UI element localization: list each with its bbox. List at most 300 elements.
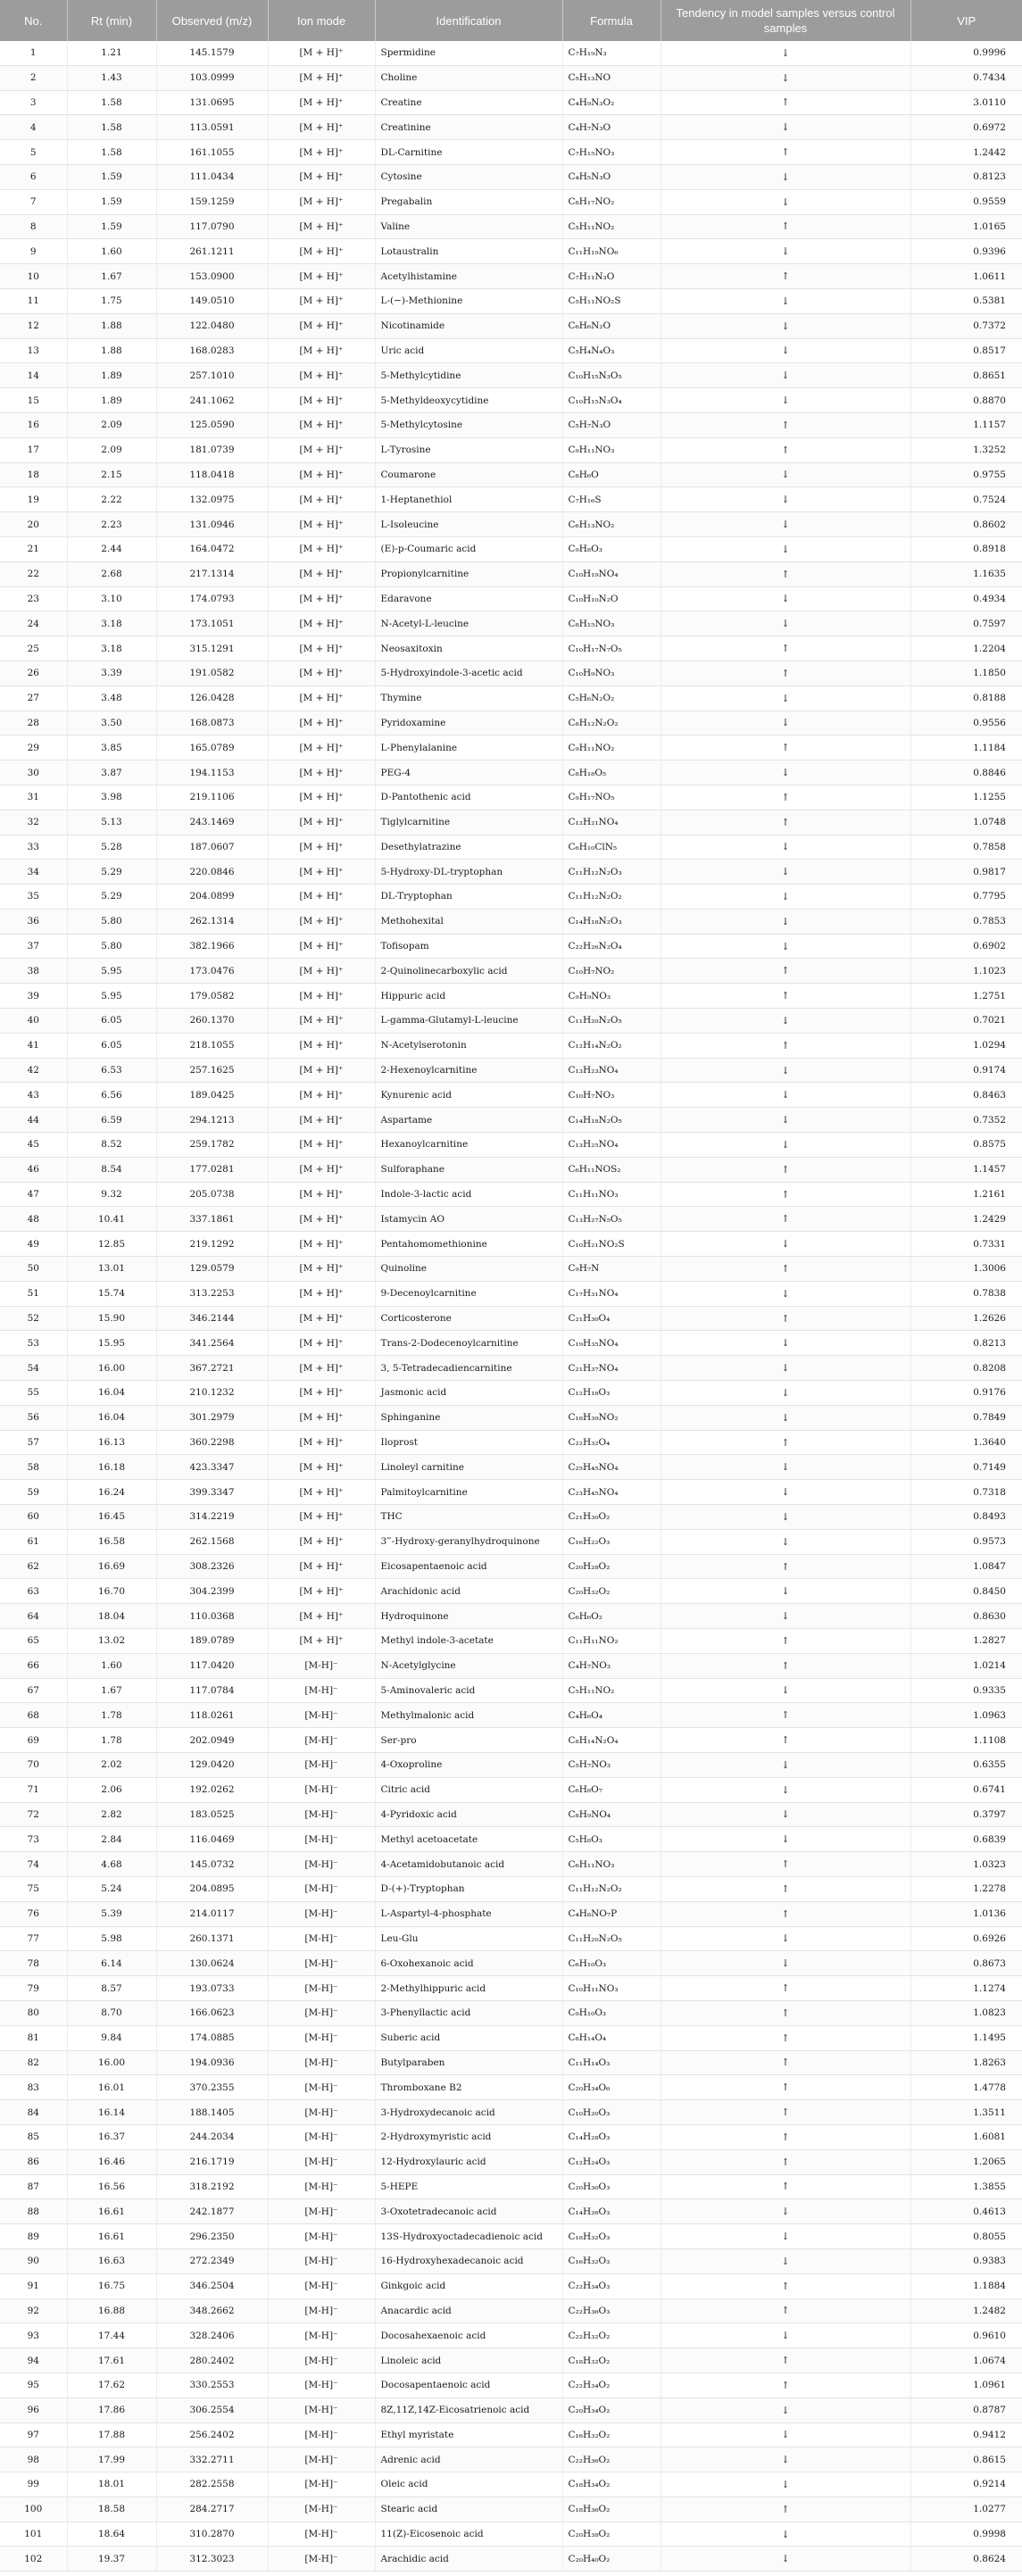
table-row (0, 1306, 1022, 1331)
cell-tendency: ↓ (661, 2199, 910, 2224)
cell-rt: 2.84 (67, 1827, 156, 1852)
cell-rt: 16.46 (67, 2149, 156, 2174)
table-row (0, 164, 1022, 189)
cell-vip: 1.2161 (910, 1182, 1022, 1207)
cell-rt: 17.62 (67, 2372, 156, 2397)
cell-vip: 0.9174 (910, 1058, 1022, 1083)
cell-ion-mode: [M-H]⁻ (268, 2199, 375, 2224)
cell-identification: 5-Hydroxy-DL-tryptophan (375, 860, 562, 885)
cell-rt: 15.95 (67, 1331, 156, 1356)
table-row (0, 1901, 1022, 1926)
cell-no: 53 (0, 1331, 67, 1356)
cell-formula: C₂₁H₃₇NO₄ (562, 1356, 661, 1381)
cell-tendency: ↑ (661, 437, 910, 462)
cell-no: 100 (0, 2497, 67, 2522)
cell-vip: 1.1884 (910, 2273, 1022, 2298)
cell-identification: Jasmonic acid (375, 1381, 562, 1406)
cell-formula: C₂₂H₃₆O₂ (562, 2447, 661, 2472)
cell-tendency: ↑ (661, 1653, 910, 1678)
cell-formula: C₉H₈O₃ (562, 536, 661, 561)
cell-ion-mode: [M-H]⁻ (268, 2174, 375, 2199)
cell-rt: 18.58 (67, 2497, 156, 2522)
cell-observed-mz: 103.0999 (156, 65, 268, 90)
cell-tendency: ↓ (661, 1009, 910, 1034)
table-row (0, 959, 1022, 984)
cell-tendency: ↑ (661, 1257, 910, 1282)
cell-ion-mode: [M-H]⁻ (268, 1876, 375, 1901)
cell-rt: 5.13 (67, 810, 156, 835)
cell-vip: 1.4778 (910, 2075, 1022, 2100)
table-body (0, 41, 1022, 2572)
cell-identification: 3, 5-Tetradecadiencarnitine (375, 1356, 562, 1381)
cell-vip: 0.8846 (910, 760, 1022, 785)
cell-formula: C₂₂H₃₂O₄ (562, 1430, 661, 1455)
cell-observed-mz: 219.1106 (156, 785, 268, 810)
table-row (0, 2422, 1022, 2447)
cell-no: 55 (0, 1381, 67, 1406)
table-row (0, 2248, 1022, 2273)
cell-tendency: ↑ (661, 984, 910, 1009)
cell-tendency: ↓ (661, 611, 910, 636)
cell-formula: C₁₂H₁₈O₃ (562, 1381, 661, 1406)
cell-formula: C₁₁H₁₂N₂O₃ (562, 860, 661, 885)
cell-tendency: ↑ (661, 959, 910, 984)
cell-observed-mz: 272.2349 (156, 2248, 268, 2273)
table-row (0, 1703, 1022, 1728)
cell-observed-mz: 149.0510 (156, 288, 268, 313)
cell-formula: C₁₀H₂₀O₃ (562, 2100, 661, 2125)
cell-identification: L-Isoleucine (375, 512, 562, 537)
cell-observed-mz: 193.0733 (156, 1976, 268, 2001)
table-row (0, 2050, 1022, 2075)
cell-identification: Methohexital (375, 909, 562, 934)
cell-ion-mode: [M + H]⁺ (268, 189, 375, 214)
table-row (0, 338, 1022, 363)
cell-observed-mz: 173.0476 (156, 959, 268, 984)
cell-formula: C₇H₁₆S (562, 487, 661, 512)
cell-ion-mode: [M-H]⁻ (268, 1976, 375, 2001)
table-row (0, 1033, 1022, 1058)
cell-observed-mz: 174.0793 (156, 586, 268, 611)
cell-ion-mode: [M + H]⁺ (268, 1331, 375, 1356)
cell-formula: C₁₇H₃₁NO₄ (562, 1281, 661, 1306)
cell-tendency: ↑ (661, 561, 910, 586)
cell-rt: 1.58 (67, 90, 156, 115)
cell-formula: C₇H₁₉N₃ (562, 41, 661, 65)
cell-observed-mz: 113.0591 (156, 115, 268, 140)
table-row (0, 1926, 1022, 1951)
table-row (0, 1629, 1022, 1654)
cell-observed-mz: 304.2399 (156, 1579, 268, 1604)
cell-rt: 5.29 (67, 885, 156, 910)
cell-tendency: ↓ (661, 1505, 910, 1530)
cell-no: 47 (0, 1182, 67, 1207)
cell-ion-mode: [M-H]⁻ (268, 2397, 375, 2422)
cell-observed-mz: 165.0789 (156, 735, 268, 760)
cell-tendency: ↓ (661, 487, 910, 512)
cell-tendency: ↓ (661, 338, 910, 363)
table-row (0, 760, 1022, 785)
cell-identification: 3‴-Hydroxy-geranylhydroquinone (375, 1529, 562, 1554)
cell-observed-mz: 241.1062 (156, 388, 268, 413)
cell-no: 87 (0, 2174, 67, 2199)
cell-rt: 1.78 (67, 1703, 156, 1728)
cell-ion-mode: [M-H]⁻ (268, 2124, 375, 2149)
cell-identification: Methyl acetoacetate (375, 1827, 562, 1852)
table-row (0, 1951, 1022, 1976)
cell-formula: C₁₈H₃₆O₂ (562, 2497, 661, 2522)
cell-ion-mode: [M + H]⁺ (268, 65, 375, 90)
cell-ion-mode: [M + H]⁺ (268, 1480, 375, 1505)
cell-rt: 16.70 (67, 1579, 156, 1604)
cell-no: 44 (0, 1108, 67, 1133)
cell-formula: C₁₃H₂₃NO₄ (562, 1058, 661, 1083)
table-row (0, 2397, 1022, 2422)
table-row (0, 1083, 1022, 1108)
cell-identification: D-Pantothenic acid (375, 785, 562, 810)
cell-tendency: ↓ (661, 1802, 910, 1827)
cell-formula: C₈H₁₄O₄ (562, 2025, 661, 2050)
cell-ion-mode: [M + H]⁺ (268, 959, 375, 984)
cell-vip: 0.3797 (910, 1802, 1022, 1827)
cell-observed-mz: 220.0846 (156, 860, 268, 885)
table-row (0, 1852, 1022, 1877)
cell-observed-mz: 314.2219 (156, 1505, 268, 1530)
cell-identification: 8Z,11Z,14Z-Eicosatrienoic acid (375, 2397, 562, 2422)
cell-no: 97 (0, 2422, 67, 2447)
cell-tendency: ↑ (661, 2497, 910, 2522)
cell-formula: C₁₃H₂₇N₅O₅ (562, 1207, 661, 1232)
cell-ion-mode: [M + H]⁺ (268, 1455, 375, 1480)
cell-no: 24 (0, 611, 67, 636)
cell-vip: 1.1635 (910, 561, 1022, 586)
cell-ion-mode: [M + H]⁺ (268, 1629, 375, 1654)
cell-vip: 1.2429 (910, 1207, 1022, 1232)
cell-identification: Ser-pro (375, 1728, 562, 1753)
cell-rt: 1.75 (67, 288, 156, 313)
cell-no: 77 (0, 1926, 67, 1951)
cell-vip: 0.9412 (910, 2422, 1022, 2447)
cell-observed-mz: 315.1291 (156, 636, 268, 661)
cell-formula: C₁₀H₁₉NO₄ (562, 561, 661, 586)
cell-no: 60 (0, 1505, 67, 1530)
cell-rt: 15.90 (67, 1306, 156, 1331)
cell-tendency: ↓ (661, 2422, 910, 2447)
cell-identification: THC (375, 1505, 562, 1530)
cell-formula: C₁₄H₂₆O₃ (562, 2199, 661, 2224)
cell-no: 2 (0, 65, 67, 90)
cell-rt: 1.89 (67, 363, 156, 388)
cell-formula: C₂₂H₂₆N₂O₄ (562, 934, 661, 959)
cell-formula: C₁₀H₁₅N₃O₅ (562, 363, 661, 388)
cell-no: 40 (0, 1009, 67, 1034)
cell-no: 32 (0, 810, 67, 835)
cell-vip: 0.7795 (910, 885, 1022, 910)
cell-observed-mz: 256.2402 (156, 2422, 268, 2447)
cell-identification: Aspartame (375, 1108, 562, 1133)
cell-vip: 1.8263 (910, 2050, 1022, 2075)
cell-vip: 1.0823 (910, 2000, 1022, 2025)
cell-tendency: ↑ (661, 1306, 910, 1331)
cell-rt: 17.44 (67, 2323, 156, 2348)
cell-no: 31 (0, 785, 67, 810)
table-row (0, 1257, 1022, 1282)
cell-observed-mz: 116.0469 (156, 1827, 268, 1852)
cell-rt: 3.87 (67, 760, 156, 785)
cell-rt: 16.13 (67, 1430, 156, 1455)
cell-identification: Tofisopam (375, 934, 562, 959)
table-row (0, 810, 1022, 835)
cell-observed-mz: 174.0885 (156, 2025, 268, 2050)
cell-identification: Propionylcarnitine (375, 561, 562, 586)
cell-vip: 0.8651 (910, 363, 1022, 388)
cell-tendency: ↑ (661, 1876, 910, 1901)
cell-tendency: ↓ (661, 760, 910, 785)
cell-identification: Sulforaphane (375, 1157, 562, 1182)
cell-identification: Trans-2-Dodecenoylcarnitine (375, 1331, 562, 1356)
cell-ion-mode: [M-H]⁻ (268, 2248, 375, 2273)
cell-formula: C₂₁H₃₀O₂ (562, 1505, 661, 1530)
cell-vip: 1.0748 (910, 810, 1022, 835)
cell-vip: 0.8493 (910, 1505, 1022, 1530)
cell-identification: 5-Aminovaleric acid (375, 1678, 562, 1703)
cell-observed-mz: 360.2298 (156, 1430, 268, 1455)
cell-observed-mz: 111.0434 (156, 164, 268, 189)
cell-observed-mz: 129.0579 (156, 1257, 268, 1282)
cell-ion-mode: [M-H]⁻ (268, 2224, 375, 2249)
cell-tendency: ↓ (661, 1926, 910, 1951)
cell-tendency: ↓ (661, 835, 910, 860)
cell-tendency: ↓ (661, 1381, 910, 1406)
cell-tendency: ↓ (661, 1777, 910, 1802)
cell-observed-mz: 217.1314 (156, 561, 268, 586)
cell-rt: 16.37 (67, 2124, 156, 2149)
cell-identification: Acetylhistamine (375, 264, 562, 289)
table-row (0, 1405, 1022, 1430)
cell-identification: Docosahexaenoic acid (375, 2323, 562, 2348)
cell-observed-mz: 257.1625 (156, 1058, 268, 1083)
cell-vip: 0.8870 (910, 388, 1022, 413)
table-row (0, 636, 1022, 661)
cell-ion-mode: [M-H]⁻ (268, 2472, 375, 2497)
cell-observed-mz: 284.2717 (156, 2497, 268, 2522)
cell-tendency: ↓ (661, 363, 910, 388)
cell-no: 54 (0, 1356, 67, 1381)
cell-vip: 0.8208 (910, 1356, 1022, 1381)
cell-observed-mz: 118.0261 (156, 1703, 268, 1728)
cell-observed-mz: 202.0949 (156, 1728, 268, 1753)
cell-rt: 15.74 (67, 1281, 156, 1306)
cell-identification: (E)-p-Coumaric acid (375, 536, 562, 561)
cell-ion-mode: [M + H]⁺ (268, 1033, 375, 1058)
cell-identification: N-Acetylserotonin (375, 1033, 562, 1058)
cell-no: 94 (0, 2348, 67, 2373)
cell-identification: 2-Methylhippuric acid (375, 1976, 562, 2001)
cell-vip: 1.0674 (910, 2348, 1022, 2373)
cell-vip: 0.7352 (910, 1108, 1022, 1133)
cell-vip: 1.3511 (910, 2100, 1022, 2125)
cell-observed-mz: 110.0368 (156, 1604, 268, 1629)
cell-vip: 0.8188 (910, 686, 1022, 710)
cell-no: 33 (0, 835, 67, 860)
table-row (0, 1455, 1022, 1480)
cell-formula: C₂₂H₃₄O₂ (562, 2372, 661, 2397)
cell-vip: 0.9610 (910, 2323, 1022, 2348)
cell-identification: Creatinine (375, 115, 562, 140)
cell-rt: 17.88 (67, 2422, 156, 2447)
cell-vip: 1.2626 (910, 1306, 1022, 1331)
cell-tendency: ↓ (661, 1529, 910, 1554)
cell-formula: C₄H₆O₄ (562, 1703, 661, 1728)
cell-vip: 1.1457 (910, 1157, 1022, 1182)
cell-rt: 16.69 (67, 1554, 156, 1579)
cell-rt: 5.39 (67, 1901, 156, 1926)
cell-vip: 1.0611 (910, 264, 1022, 289)
cell-formula: C₁₁H₁₉NO₆ (562, 239, 661, 264)
cell-formula: C₁₄H₂₈O₃ (562, 2124, 661, 2149)
cell-vip: 1.1274 (910, 1976, 1022, 2001)
cell-formula: C₁₁H₁₂N₂O₂ (562, 885, 661, 910)
cell-formula: C₆H₁₁NO₃ (562, 1852, 661, 1877)
cell-rt: 5.28 (67, 835, 156, 860)
cell-ion-mode: [M + H]⁺ (268, 909, 375, 934)
cell-no: 37 (0, 934, 67, 959)
cell-tendency: ↓ (661, 313, 910, 338)
cell-no: 38 (0, 959, 67, 984)
cell-ion-mode: [M-H]⁻ (268, 1653, 375, 1678)
cell-no: 64 (0, 1604, 67, 1629)
cell-tendency: ↑ (661, 2050, 910, 2075)
cell-ion-mode: [M + H]⁺ (268, 710, 375, 735)
cell-tendency: ↓ (661, 2397, 910, 2422)
cell-observed-mz: 328.2406 (156, 2323, 268, 2348)
cell-formula: C₉H₉NO₃ (562, 984, 661, 1009)
cell-ion-mode: [M-H]⁻ (268, 1703, 375, 1728)
cell-identification: Coumarone (375, 462, 562, 487)
cell-ion-mode: [M + H]⁺ (268, 115, 375, 140)
cell-formula: C₂₅H₄₅NO₄ (562, 1455, 661, 1480)
cell-rt: 5.95 (67, 959, 156, 984)
cell-observed-mz: 177.0281 (156, 1157, 268, 1182)
cell-no: 30 (0, 760, 67, 785)
cell-observed-mz: 260.1370 (156, 1009, 268, 1034)
table-row (0, 536, 1022, 561)
cell-rt: 16.14 (67, 2100, 156, 2125)
cell-no: 86 (0, 2149, 67, 2174)
cell-no: 75 (0, 1876, 67, 1901)
cell-identification: Linoleyl carnitine (375, 1455, 562, 1480)
cell-rt: 6.56 (67, 1083, 156, 1108)
cell-ion-mode: [M-H]⁻ (268, 1827, 375, 1852)
cell-rt: 1.88 (67, 313, 156, 338)
cell-ion-mode: [M + H]⁺ (268, 586, 375, 611)
table-row (0, 437, 1022, 462)
cell-identification: 16-Hydroxyhexadecanoic acid (375, 2248, 562, 2273)
table-row (0, 611, 1022, 636)
cell-identification: Neosaxitoxin (375, 636, 562, 661)
cell-identification: Lotaustralin (375, 239, 562, 264)
cell-identification: Edaravone (375, 586, 562, 611)
cell-formula: C₂₀H₄₀O₂ (562, 2547, 661, 2572)
cell-ion-mode: [M-H]⁻ (268, 1728, 375, 1753)
cell-formula: C₄H₉N₃O₂ (562, 90, 661, 115)
cell-rt: 12.85 (67, 1232, 156, 1257)
cell-formula: C₁₁H₁₄O₃ (562, 2050, 661, 2075)
table-row (0, 65, 1022, 90)
cell-ion-mode: [M + H]⁺ (268, 860, 375, 885)
cell-observed-mz: 117.0784 (156, 1678, 268, 1703)
cell-formula: C₂₀H₃₈O₂ (562, 2522, 661, 2547)
cell-rt: 4.68 (67, 1852, 156, 1877)
cell-identification: Valine (375, 214, 562, 239)
cell-rt: 13.01 (67, 1257, 156, 1282)
cell-tendency: ↑ (661, 2372, 910, 2397)
cell-no: 17 (0, 437, 67, 462)
cell-ion-mode: [M + H]⁺ (268, 760, 375, 785)
cell-no: 102 (0, 2547, 67, 2572)
cell-vip: 0.8602 (910, 512, 1022, 537)
cell-formula: C₉H₇N (562, 1257, 661, 1282)
cell-formula: C₉H₁₀O₃ (562, 2000, 661, 2025)
cell-identification: Citric acid (375, 1777, 562, 1802)
cell-formula: C₁₁H₁₂N₂O₂ (562, 1876, 661, 1901)
cell-ion-mode: [M + H]⁺ (268, 264, 375, 289)
cell-identification: Pregabalin (375, 189, 562, 214)
cell-identification: L-Tyrosine (375, 437, 562, 462)
table-row (0, 984, 1022, 1009)
cell-ion-mode: [M + H]⁺ (268, 1529, 375, 1554)
cell-ion-mode: [M + H]⁺ (268, 412, 375, 437)
cell-vip: 1.1495 (910, 2025, 1022, 2050)
cell-ion-mode: [M + H]⁺ (268, 1430, 375, 1455)
header-formula: Formula (562, 0, 661, 41)
cell-formula: C₂₀H₃₂O₂ (562, 1579, 661, 1604)
table-row (0, 1157, 1022, 1182)
cell-ion-mode: [M + H]⁺ (268, 1207, 375, 1232)
cell-rt: 16.00 (67, 2050, 156, 2075)
cell-rt: 16.56 (67, 2174, 156, 2199)
cell-vip: 1.2751 (910, 984, 1022, 1009)
cell-no: 13 (0, 338, 67, 363)
table-row (0, 2497, 1022, 2522)
cell-tendency: ↓ (661, 512, 910, 537)
cell-rt: 8.70 (67, 2000, 156, 2025)
cell-formula: C₉H₁₇NO₅ (562, 785, 661, 810)
cell-formula: C₅H₁₁NO₂ (562, 1678, 661, 1703)
cell-no: 39 (0, 984, 67, 1009)
cell-identification: Arachidonic acid (375, 1579, 562, 1604)
cell-no: 70 (0, 1752, 67, 1777)
cell-rt: 18.01 (67, 2472, 156, 2497)
cell-tendency: ↓ (661, 388, 910, 413)
cell-no: 78 (0, 1951, 67, 1976)
table-row (0, 2075, 1022, 2100)
cell-observed-mz: 313.2253 (156, 1281, 268, 1306)
cell-observed-mz: 194.1153 (156, 760, 268, 785)
cell-identification: Butylparaben (375, 2050, 562, 2075)
table-row (0, 239, 1022, 264)
cell-identification: D-(+)-Tryptophan (375, 1876, 562, 1901)
cell-ion-mode: [M + H]⁺ (268, 561, 375, 586)
cell-no: 27 (0, 686, 67, 710)
cell-observed-mz: 188.1405 (156, 2100, 268, 2125)
table-row (0, 1827, 1022, 1852)
cell-vip: 1.0963 (910, 1703, 1022, 1728)
cell-ion-mode: [M + H]⁺ (268, 1356, 375, 1381)
cell-no: 96 (0, 2397, 67, 2422)
cell-observed-mz: 310.2870 (156, 2522, 268, 2547)
table-row (0, 264, 1022, 289)
